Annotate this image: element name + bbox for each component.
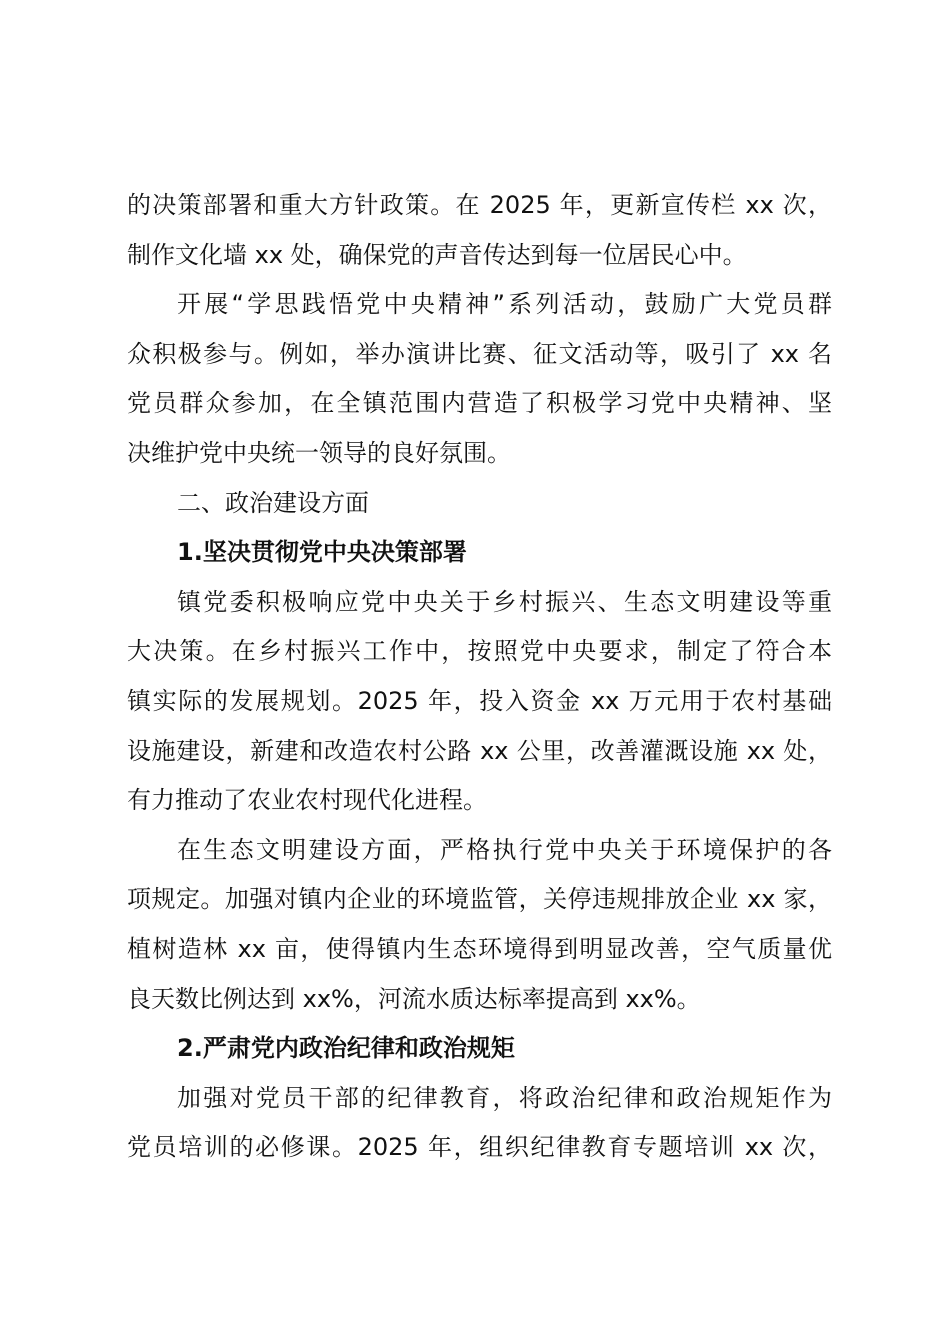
paragraph-first-line: 开展“学思践悟党中央精神”系列活动，鼓励广大党员群 xyxy=(177,290,832,319)
text-line: 的决策部署和重大方针政策。在 2025 年，更新宣传栏 xx 次， xyxy=(127,191,832,219)
text-line: 项规定。加强对镇内企业的环境监管，关停违规排放企业 xx 家， xyxy=(127,885,832,914)
text-line: 党员培训的必修课。2025 年，组织纪律教育专题培训 xx 次， xyxy=(127,1133,832,1162)
subsection-heading: 2.严肃党内政治纪律和政治规矩 xyxy=(177,1034,515,1063)
text-line: 大决策。在乡村振兴工作中，按照党中央要求，制定了符合本 xyxy=(127,637,832,666)
text-line: 众积极参与。例如，举办演讲比赛、征文活动等，吸引了 xx 名 xyxy=(127,339,832,368)
text-line: 有力推动了农业农村现代化进程。 xyxy=(127,786,487,815)
paragraph-first-line: 加强对党员干部的纪律教育，将政治纪律和政治规矩作为 xyxy=(177,1083,832,1112)
text-line: 决维护党中央统一领导的良好氛围。 xyxy=(127,438,511,467)
text-line: 良天数比例达到 xx%，河流水质达标率提高到 xx%。 xyxy=(127,984,701,1013)
text-line: 制作文化墙 xx 处，确保党的声音传达到每一位居民心中。 xyxy=(127,240,747,269)
text-line: 党员群众参加，在全镇范围内营造了积极学习党中央精神、坚 xyxy=(127,389,832,418)
subsection-heading: 1.坚决贯彻党中央决策部署 xyxy=(177,538,467,567)
paragraph-first-line: 在生态文明建设方面，严格执行党中央关于环境保护的各 xyxy=(177,835,832,864)
document-page xyxy=(127,181,832,1173)
paragraph-first-line: 镇党委积极响应党中央关于乡村振兴、生态文明建设等重 xyxy=(177,587,832,616)
text-line: 镇实际的发展规划。2025 年，投入资金 xx 万元用于农村基础 xyxy=(127,686,832,715)
text-line: 设施建设，新建和改造农村公路 xx 公里，改善灌溉设施 xx 处， xyxy=(127,736,832,765)
text-line: 植树造林 xx 亩，使得镇内生态环境得到明显改善，空气质量优 xyxy=(127,934,832,963)
section-heading: 二、政治建设方面 xyxy=(177,488,369,517)
